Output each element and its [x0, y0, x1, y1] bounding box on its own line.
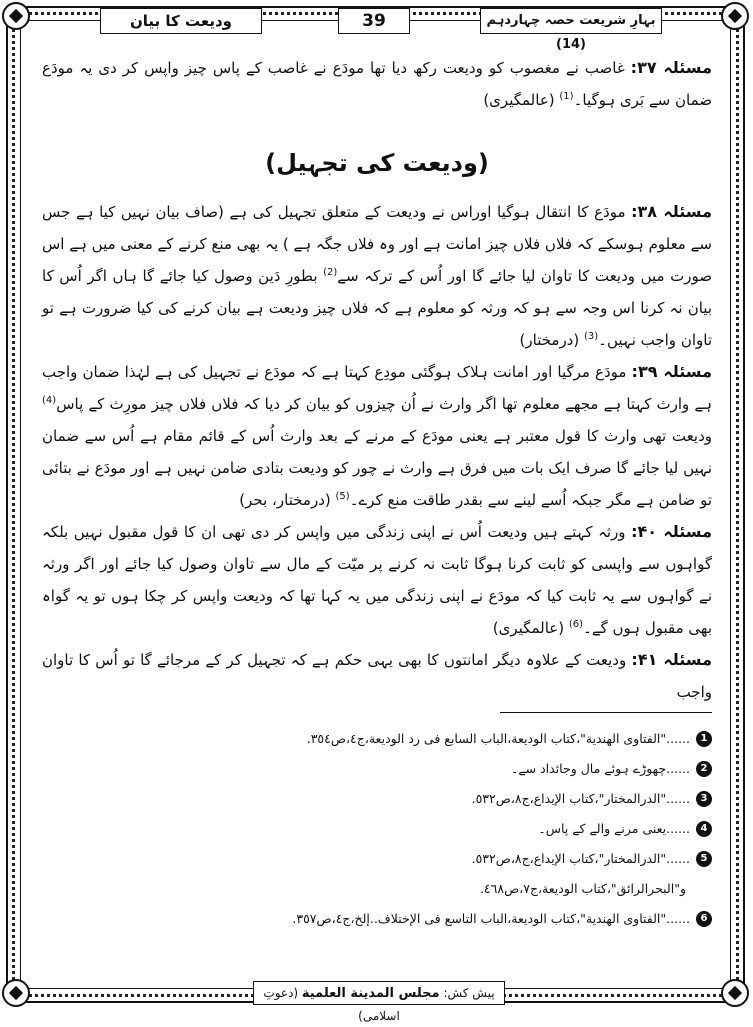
footnote-number: 1	[696, 731, 712, 747]
publisher-name: مجلس المدینة العلمیة	[301, 986, 440, 1001]
masala-label: مسئلہ ۳۸:	[631, 202, 712, 221]
masala-label: مسئلہ ۳۹:	[631, 362, 712, 381]
footnote-ref[interactable]: (1)	[559, 91, 574, 102]
page-footer	[0, 981, 753, 1023]
footnote-item	[42, 904, 712, 934]
footnote-text: ......یعنی مرنے والے کے پاس۔	[538, 821, 690, 836]
footnote-number: 6	[696, 911, 712, 927]
paragraph-text: غاصب نے مغصوب کو ودیعت رکھ دیا تھا مودَع نے غاصب کے پاس چیز واپس کر دی یہ مودَع ضمان سے بَری ہوگیا۔	[42, 59, 712, 109]
paragraph-text: مودَع مرگیا اور امانت ہلاک ہوگئی مودِع کہتا ہے کہ مودَع نے تجہیل کی ہے لہٰذا ضمان واجب ہے وارث کہتا ہے مجھے معلوم تھا اگر وارث نے اُن چیزوں کو بیان کر دیا کہ فلاں فلاں چیز مورِث کے پاس	[42, 363, 712, 413]
publisher-sub: (دعوتِ اسلامی)	[263, 986, 400, 1023]
paragraph-text: مودَع کا انتقال ہوگیا اوراس نے ودیعت کے متعلق تجہیل کی ہے (صاف بیان نہیں کیا ہے جس سے معلوم ہوسکے کہ فلاں فلاں چیز امانت ہے اور وہ فلاں جگہ ہے ) یہ بھی منع کرنے کے معنی میں ہے اس صورت میں ودیعت کا تاوان لیا جائے گا اور اُس کے ترکہ سے	[42, 203, 712, 285]
paragraph-37	[42, 52, 712, 116]
page-number: 39	[338, 8, 410, 34]
footnote-item	[42, 784, 712, 814]
footnote-ref[interactable]: (5)	[335, 491, 350, 502]
chapter-title: ودیعت کا بیان	[100, 8, 262, 34]
paragraph-text: ورثہ کہتے ہیں ودیعت اُس نے اپنی زندگی میں واپس کر دی تھی ان کا قول مقبول نہیں بلکہ گواہوں سے واپسی کو ثابت کرنا ہوگا ثابت نہ کرنے پر میّت کے مال سے تاوان وصول کیا جائے اور اگر ورثہ نے گواہوں سے یہ ثابت کیا کہ مودَع نے اپنی زندگی میں یہ کہا تھا کہ ودیعت واپس کر چکا ہوں تو یہ گواہ بھی مقبول ہوں گے۔	[42, 523, 712, 637]
source-citation: (درمختار)	[519, 331, 584, 349]
publisher-box	[253, 981, 505, 1023]
footnote-text: ......"الدرالمختار"،کتاب الإیداع،ج٨،ص٥٣٢.	[471, 851, 690, 866]
footnote-number: 4	[696, 821, 712, 837]
source-citation: (عالمگیری)	[492, 619, 569, 637]
book-title: بہارِ شریعت حصہ چہاردہم (14)	[480, 8, 662, 34]
paragraph-text: بطورِ دَین وصول کیا جائے گا ہاں اگر اُس کا بیان نہ کرنا اس وجہ سے ہو کہ ورثہ کو معلوم ہے کہ فلاں چیز ودیعت ہے بیان کرنے کی کیا ضرورت ہے تو تاوان واجب نہیں۔	[42, 267, 712, 349]
page-header	[0, 4, 753, 52]
footnote-text: و"البحرالرائق"،کتاب الودیعة،ج٧،ص٤٦٨.	[479, 881, 686, 896]
paragraph-text: ودیعت تھی وارث کا قول معتبر ہے یعنی مودَع کے مرنے کے بعد وارث اُس کے قائم مقام ہے اُس سے ضمان نہیں لیا جائے گا صرف ایک بات میں فرق ہے وارث نے چور کو ودیعت بتادی ضامن نہیں ہے اور مودَع نے بتائی تو ضامن ہے مگر جبکہ اُسے لینے سے بقدر طاقت منع کرے۔	[42, 427, 712, 509]
paragraph-40	[42, 516, 712, 644]
footnote-text: ......"الفتاوی الهندیة"،کتاب الودیعة،الباب السابع فی رد الودیعة،ج٤،ص٣٥٤.	[306, 731, 690, 746]
footnote-divider	[500, 712, 712, 713]
footnote-item	[42, 844, 712, 874]
paragraph-text: ودیعت کے علاوہ دیگر امانتوں کا بھی یہی حکم ہے کہ تجہیل کر کے مرجائے گا تو اُس کا تاوان واجب	[42, 651, 712, 701]
masala-label: مسئلہ ۳۷:	[630, 58, 712, 77]
masala-label: مسئلہ ۴۱:	[631, 650, 712, 669]
masala-label: مسئلہ ۴۰:	[631, 522, 712, 541]
source-citation: (درمختار، بحر)	[239, 491, 336, 509]
paragraph-39	[42, 356, 712, 516]
source-citation: (عالمگیری)	[483, 91, 560, 109]
footnote-ref[interactable]: (6)	[568, 619, 584, 630]
footnote-item	[42, 814, 712, 844]
footnote-item	[42, 874, 712, 904]
section-title: (ودیعت کی تجہیل)	[265, 149, 489, 177]
main-text	[42, 52, 712, 708]
footnote-item	[42, 754, 712, 784]
footnote-text: ......"الدرالمختار"،کتاب الإیداع،ج٨،ص٥٣٢.	[471, 791, 690, 806]
footnote-text: ......چھوڑے ہوئے مال وجائداد سے۔	[511, 761, 690, 776]
footnote-number: 5	[696, 851, 712, 867]
footnote-number: 3	[696, 791, 712, 807]
paragraph-38	[42, 196, 712, 356]
footnote-ref[interactable]: (4)	[42, 395, 57, 406]
footnote-item	[42, 724, 712, 754]
footnote-text: ......"الفتاوی الهندیة"،کتاب الودیعة،الباب التاسع فی الإختلاف..إلخ،ج٤،ص٣٥٧.	[292, 911, 690, 926]
footnote-ref[interactable]: (3)	[583, 331, 599, 342]
footnotes	[42, 724, 712, 934]
presenter-label: پیش کش:	[443, 986, 495, 1000]
paragraph-41	[42, 644, 712, 708]
footnote-number: 2	[696, 761, 712, 777]
footnote-ref[interactable]: (2)	[323, 267, 338, 278]
